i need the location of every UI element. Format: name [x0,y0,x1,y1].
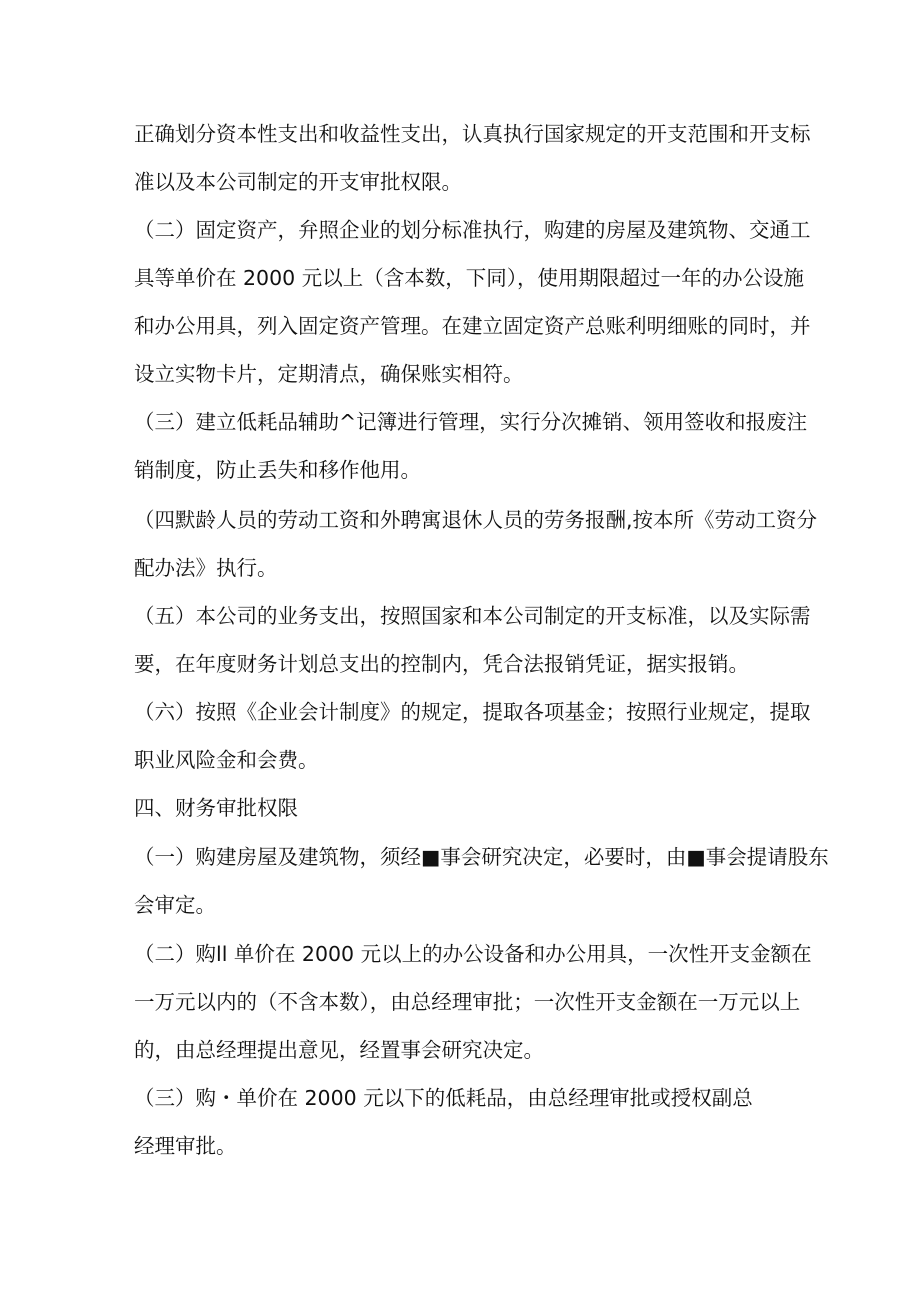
text-line: 销制度，防止丢失和移作他用。 [134,458,421,482]
text-line: 的，由总经理提出意见，经置事会研究决定。 [134,1038,544,1062]
text-line: 会审定。 [134,893,216,917]
text-line: 具等单价在 2000 元以上（含本数，下同），使用期限超过一年的办公设施 [134,266,804,290]
text-line: （四默龄人员的劳动工资和外聘寓退休人员的劳务报酬,按本所《劳动工资分 [134,508,818,532]
text-line: 正确划分资本性支出和收益性支出，认真执行国家规定的开支范围和开支标 [134,122,811,146]
text-line: （三）建立低耗品辅助^记簿进行管理，实行分次摊销、领用签收和报废注 [134,410,808,434]
text-line: （二）购ll 单价在 2000 元以上的办公设备和办公用具，一次性开支金额在 [134,942,812,966]
text-line: 配办法》执行。 [134,556,278,580]
text-line: （三）购・单价在 2000 元以下的低耗品，由总经理审批或授权副总 [134,1086,753,1110]
text-line: 准以及本公司制定的开支审批权限。 [134,170,462,194]
text-line: 一万元以内的（不含本数），由总经理审批；一次性开支金额在一万元以上 [134,990,801,1014]
text-line: 设立实物卡片，定期清点，确保账实相符。 [134,362,524,386]
text-line: 职业风险金和会费。 [134,748,319,772]
text-line: 要，在年度财务计划总支出的控制内，凭合法报销凭证，据实报销。 [134,652,749,676]
text-line: （五）本公司的业务支出，按照国家和本公司制定的开支标准，以及实际需 [134,604,811,628]
text-line: （二）固定资产，弁照企业的划分标准执行，购建的房屋及建筑物、交通工 [134,218,811,242]
text-line: （一）购建房屋及建筑物，须经■事会研究决定，必要时，由■事会提请股东 [134,845,829,869]
text-line: 和办公用具，列入固定资产管理。在建立固定资产总账利明细账的同时，并 [134,314,811,338]
text-line: （六）按照《企业会计制度》的规定，提取各项基金；按照行业规定，提取 [134,700,811,724]
section-heading: 四、财务审批权限 [134,796,298,820]
text-line: 经理审批。 [134,1134,237,1158]
